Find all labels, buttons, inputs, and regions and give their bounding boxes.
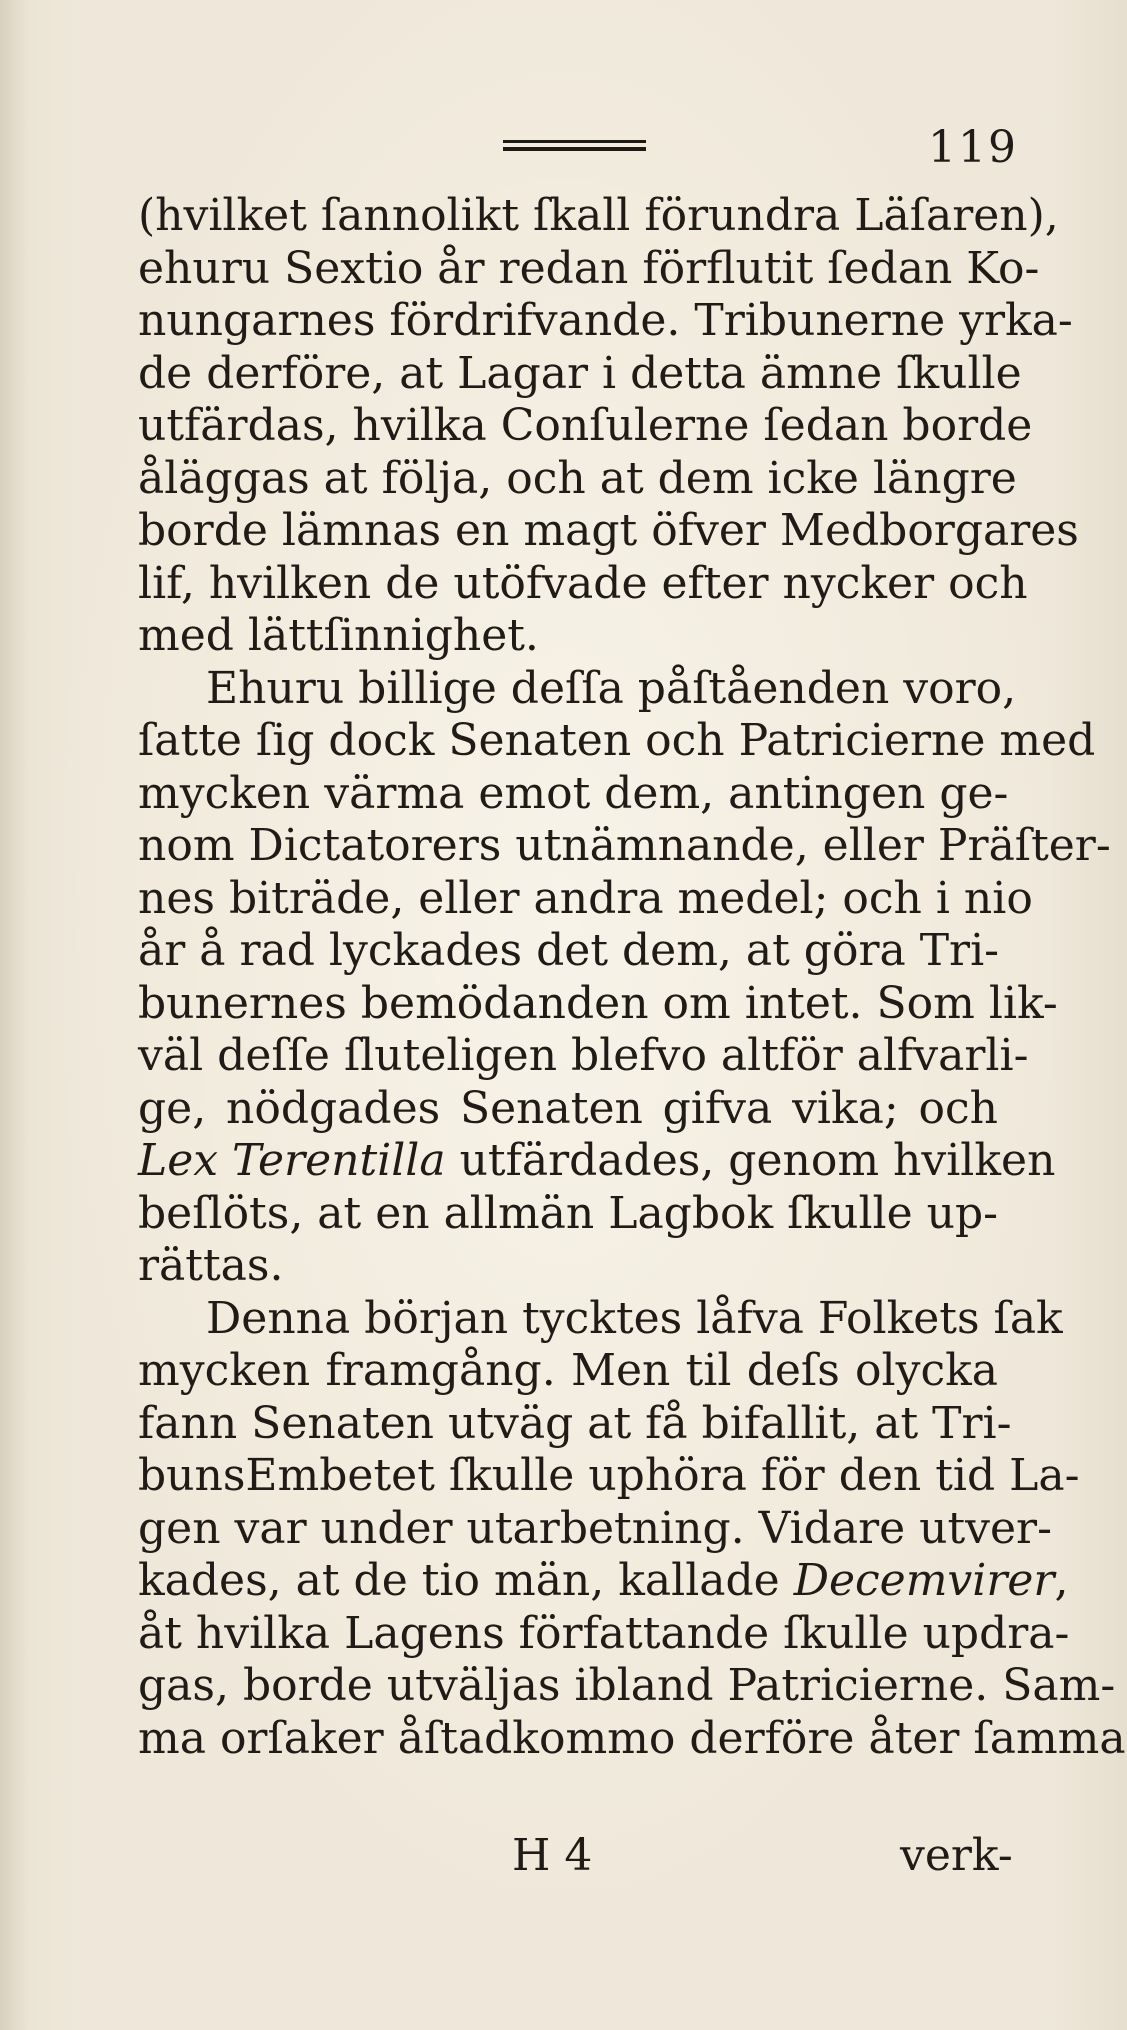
- text-line: (hvilket ſannolikt ſkall förundra Läſaren),: [138, 190, 1059, 241]
- text-line: ge, nödgades Senaten gifva vika; och: [138, 1082, 998, 1134]
- text-line: mycken framgång. Men til deſs olycka: [138, 1345, 998, 1396]
- text-line: de derföre, at Lagar i detta ämne ſkulle: [138, 347, 1022, 399]
- text-line: åläggas at följa, och at dem icke längre: [138, 452, 1017, 504]
- text-line: beſlöts, at en allmän Lagbok ſkulle up-: [138, 1187, 998, 1239]
- page-number: 119: [928, 122, 1018, 173]
- text-line: gen var under utarbetning. Vidare utver-: [138, 1502, 1052, 1554]
- text-line: år å rad lyckades det dem, at göra Tri-: [138, 925, 1000, 976]
- page-header: [0, 118, 1127, 178]
- text-line: nes biträde, eller andra medel; och i nio: [138, 872, 1033, 924]
- catchword: verk-: [900, 1830, 1013, 1881]
- text-line: borde lämnas en magt öfver Medborgares: [138, 505, 1079, 556]
- text-line: ſatte ſig dock Senaten och Patricierne med: [138, 715, 1096, 766]
- page-footer: [0, 1830, 1127, 1890]
- paragraph-start-line: Ehuru billige deſſa påſtåenden voro,: [206, 662, 1017, 714]
- text-line: bunernes bemödanden om intet. Som lik-: [138, 977, 1058, 1029]
- header-rule: [503, 140, 646, 154]
- paragraph-start-line: Denna början tycktes låfva Folkets ſak: [206, 1292, 1063, 1344]
- text-line: bunsEmbetet ſkulle uphöra för den tid La-: [138, 1450, 1080, 1501]
- text-line: utfärdas, hvilka Conſulerne ſedan borde: [138, 400, 1033, 451]
- text-line: väl deſſe ſluteligen blefvo altför alfvarli-: [138, 1030, 1029, 1081]
- text-line: Lex Terentilla utfärdades, genom hvilken: [138, 1135, 1056, 1186]
- text-line: kades, at de tio män, kallade Decemvirer,: [138, 1555, 1069, 1606]
- text-line: gas, borde utväljas ibland Patricierne. Sam-: [138, 1660, 1116, 1711]
- signature-mark: H 4: [512, 1830, 593, 1881]
- text-line: ma orſaker åſtadkommo derföre åter ſamma: [138, 1712, 1126, 1764]
- text-line: med lättſinnighet.: [138, 610, 539, 661]
- text-line: mycken värma emot dem, antingen ge-: [138, 767, 1009, 819]
- italic-term: Decemvirer: [793, 1555, 1055, 1606]
- text-line: nom Dictatorers utnämnande, eller Präſter-: [138, 820, 1111, 871]
- text-line: lif, hvilken de utöfvade efter nycker och: [138, 557, 1028, 609]
- text-line: rättas.: [138, 1240, 284, 1291]
- text-line: ehuru Sextio år redan förflutit ſedan Ko-: [138, 242, 1040, 294]
- text-line: nungarnes fördrifvande. Tribunerne yrka-: [138, 295, 1073, 346]
- italic-term: Lex Terentilla: [138, 1135, 446, 1186]
- body-text: [138, 190, 1126, 1765]
- text-line: fann Senaten utväg at få bifallit, at Tri-: [138, 1397, 1012, 1449]
- text-line: åt hvilka Lagens författande ſkulle updra-: [138, 1607, 1070, 1659]
